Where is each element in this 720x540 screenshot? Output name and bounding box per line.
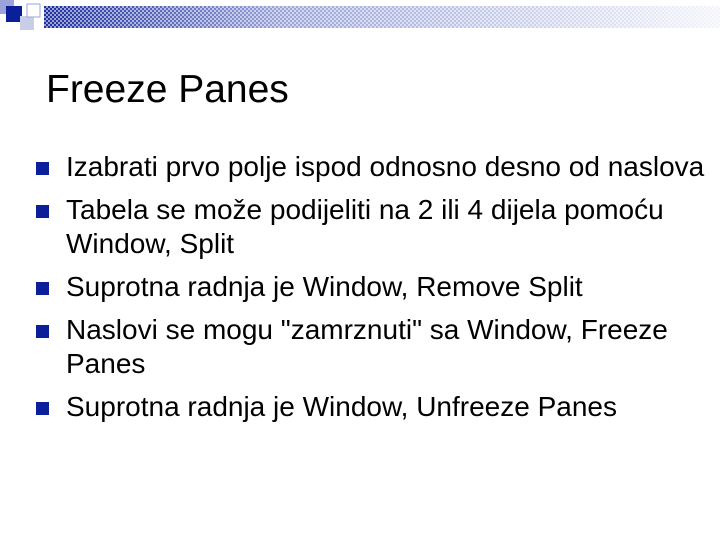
list-item [0,193,706,261]
bullet-text: Suprotna radnja je Window, Remove Split [66,271,583,302]
square-bullet-icon [36,325,49,338]
bullet-text: Naslovi se mogu "zamrznuti" sa Window, Freeze Panes [66,314,668,379]
list-item [0,313,706,381]
list-item [0,270,706,304]
bullet-list [0,150,720,433]
square-bullet-icon [36,205,49,218]
bullet-text: Suprotna radnja je Window, Unfreeze Panes [66,391,617,422]
list-item [0,390,706,424]
square-bullet-icon [36,282,49,295]
bullet-text: Tabela se može podijeliti na 2 ili 4 dijela pomoću Window, Split [66,194,664,259]
top-decoration-band [0,0,720,34]
square-bullet-icon [36,162,49,175]
corner-squares-icon [0,0,40,30]
bullet-text: Izabrati prvo polje ispod odnosno desno od naslova [66,151,705,182]
slide-title: Freeze Panes [46,68,289,111]
square-bullet-icon [36,402,49,415]
list-item [0,150,706,184]
